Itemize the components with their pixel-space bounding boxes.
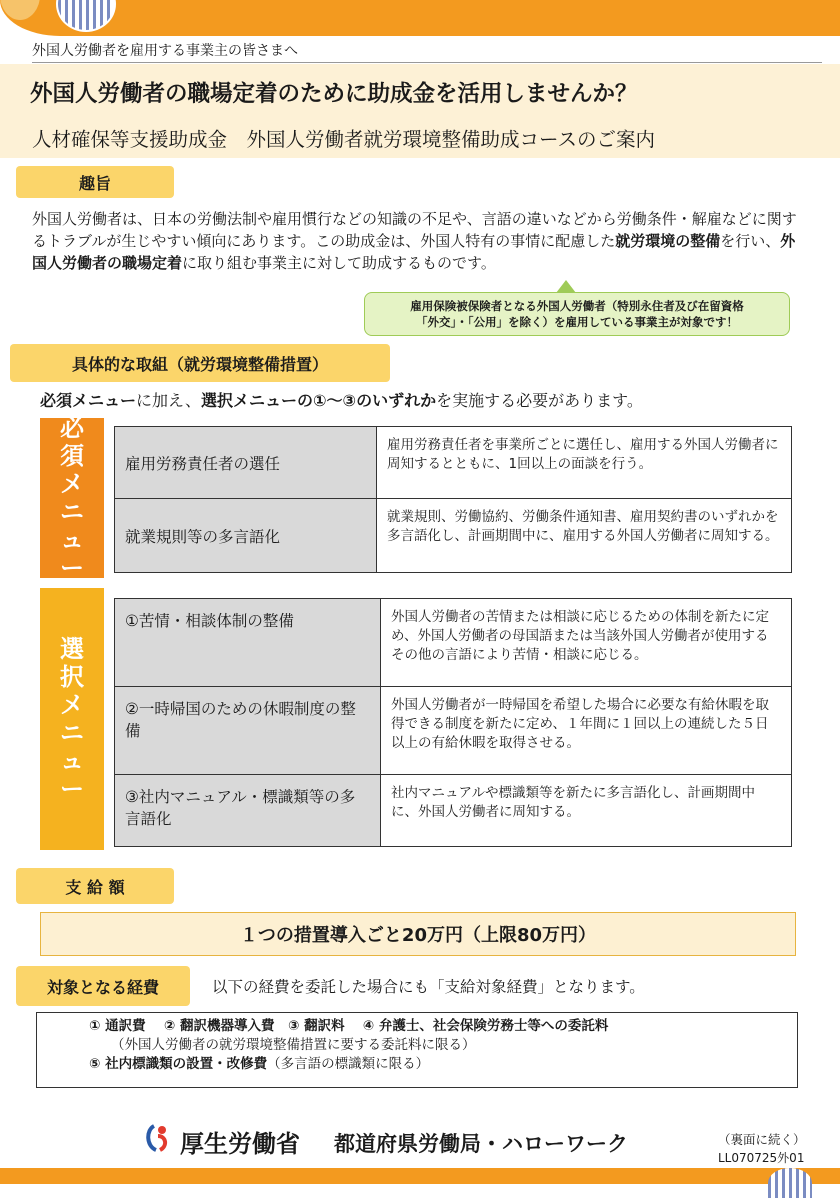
menu-item-desc: 就業規則、労働協約、労働条件通知書、雇用契約書のいずれかを多言語化し、計画期間中に、雇用する外国人労働者に周知する。 <box>377 499 792 573</box>
measures-lead-text-1: に加え、 <box>136 391 201 410</box>
title-rule <box>32 62 822 63</box>
selective-menu-label <box>40 588 104 850</box>
amount-heading: 支 給 額 <box>16 868 174 904</box>
selective-label-char: ニ <box>60 719 84 747</box>
selective-label-char: メ <box>60 691 84 719</box>
purpose-bold-1: 就労環境の整備 <box>615 232 721 250</box>
selective-label-char: ー <box>60 775 84 803</box>
bureau-name: 都道府県労働局・ハローワーク <box>334 1132 628 1156</box>
bottom-decoration-stripes <box>768 1168 812 1198</box>
eligibility-note-line2: 「外交」・「公用」を除く）を雇用している事業主が対象です！ <box>416 315 738 329</box>
menu-item-name: ③社内マニュアル・標識類等の多言語化 <box>115 775 381 847</box>
eligibility-note <box>364 292 790 336</box>
menu-item-desc: 外国人労働者が一時帰国を希望した場合に必要な有給休暇を取得できる制度を新たに定め、１年間に１回以上の連続した５日以上の有給休暇を取得させる。 <box>381 687 792 775</box>
amount-box <box>40 912 796 956</box>
mandatory-menu-table <box>114 426 792 573</box>
amount-text: １つの措置導入ごと20万円（上限80万円） <box>239 925 597 946</box>
bottom-decoration-bar <box>0 1168 840 1184</box>
expenses-lead: 以下の経費を委託した場合にも「支給対象経費」となります。 <box>212 978 645 996</box>
table-row <box>115 427 792 499</box>
mandatory-label-char: ニ <box>60 498 84 526</box>
continued-note: （裏面に続く） <box>718 1132 806 1147</box>
purpose-text-3: に取り組む事業主に対して助成するものです。 <box>182 254 496 272</box>
menu-item-name: 就業規則等の多言語化 <box>115 499 377 573</box>
menu-item-name: 雇用労務責任者の選任 <box>115 427 377 499</box>
measures-lead-bold-1: 必須メニュー <box>40 391 137 410</box>
audience-line: 外国人労働者を雇用する事業主の皆さまへ <box>32 43 298 59</box>
measures-lead-bold-2: 選択メニューの①～③のいずれか <box>200 391 437 410</box>
menu-item-desc: 社内マニュアルや標識類等を新たに多言語化し、計画期間中に、外国人労働者に周知する。 <box>381 775 792 847</box>
mandatory-menu-label <box>40 414 104 582</box>
expenses-list <box>36 1012 798 1088</box>
mandatory-label-char: 必 <box>60 414 84 442</box>
eligibility-note-line1: 雇用保険被保険者となる外国人労働者（特別永住者及び在留資格 <box>410 299 744 313</box>
selective-label-char: ュ <box>60 747 84 775</box>
ministry-logo-icon <box>144 1122 174 1154</box>
purpose-text-2: を行い、 <box>720 232 781 250</box>
measures-lead-text-2: を実施する必要があります。 <box>436 391 643 410</box>
measures-heading: 具体的な取組（就労環境整備措置） <box>10 344 390 382</box>
expenses-line-3-note: （多言語の標識類に限る） <box>267 1056 430 1072</box>
selective-label-char: 選 <box>60 635 84 663</box>
menu-item-name: ②一時帰国のための休暇制度の整備 <box>115 687 381 775</box>
selective-menu-table <box>114 598 792 847</box>
expenses-line-2: （外国人労働者の就労環境整備措置に要する委託料に限る） <box>111 1037 476 1053</box>
selective-label-char: 択 <box>60 663 84 691</box>
document-code: LL070725外01 <box>718 1151 805 1165</box>
expenses-line-1: ① 通訳費 ② 翻訳機器導入費 ③ 翻訳料 ④ 弁護士、社会保険労務士等への委託料 <box>89 1018 609 1034</box>
purpose-text-1: 外国人労働者は、日本の労働法制や雇用慣行などの知識の不足や、言語の違いなどから労働条件・解雇などに関するトラブルが生じやすい傾向にあります。この助成金は、外国人特有の事情に配慮した <box>32 210 797 250</box>
page-title: 外国人労働者の職場定着のために助成金を活用しませんか？ <box>30 81 638 107</box>
page-subtitle: 人材確保等支援助成金 外国人労働者就労環境整備助成コースのご案内 <box>32 128 656 151</box>
table-row <box>115 775 792 847</box>
purpose-bold-2: 外国人労働者の職場定着 <box>32 232 796 272</box>
mandatory-label-char: ュ <box>60 526 84 554</box>
menu-item-name: ①苦情・相談体制の整備 <box>115 599 381 687</box>
top-decoration-bar <box>0 0 840 36</box>
measures-lead <box>40 388 643 411</box>
mandatory-label-char: メ <box>60 470 84 498</box>
expenses-heading: 対象となる経費 <box>16 966 190 1006</box>
ministry-name: 厚生労働省 <box>180 1130 300 1158</box>
table-row <box>115 599 792 687</box>
expenses-line-3-bold: ⑤ 社内標識類の設置・改修費 <box>89 1056 268 1072</box>
purpose-heading: 趣旨 <box>16 166 174 198</box>
mandatory-label-char: ー <box>60 554 84 582</box>
menu-item-desc: 外国人労働者の苦情または相談に応じるための体制を新たに定め、外国人労働者の母国語または当該外国人労働者が使用するその他の言語により苦情・相談に応じる。 <box>381 599 792 687</box>
table-row <box>115 687 792 775</box>
table-row <box>115 499 792 573</box>
purpose-paragraph <box>32 208 802 274</box>
menu-item-desc: 雇用労務責任者を事業所ごとに選任し、雇用する外国人労働者に周知するとともに、1回以上の面談を行う。 <box>377 427 792 499</box>
mandatory-label-char: 須 <box>60 442 84 470</box>
expenses-line-3 <box>89 1055 797 1074</box>
